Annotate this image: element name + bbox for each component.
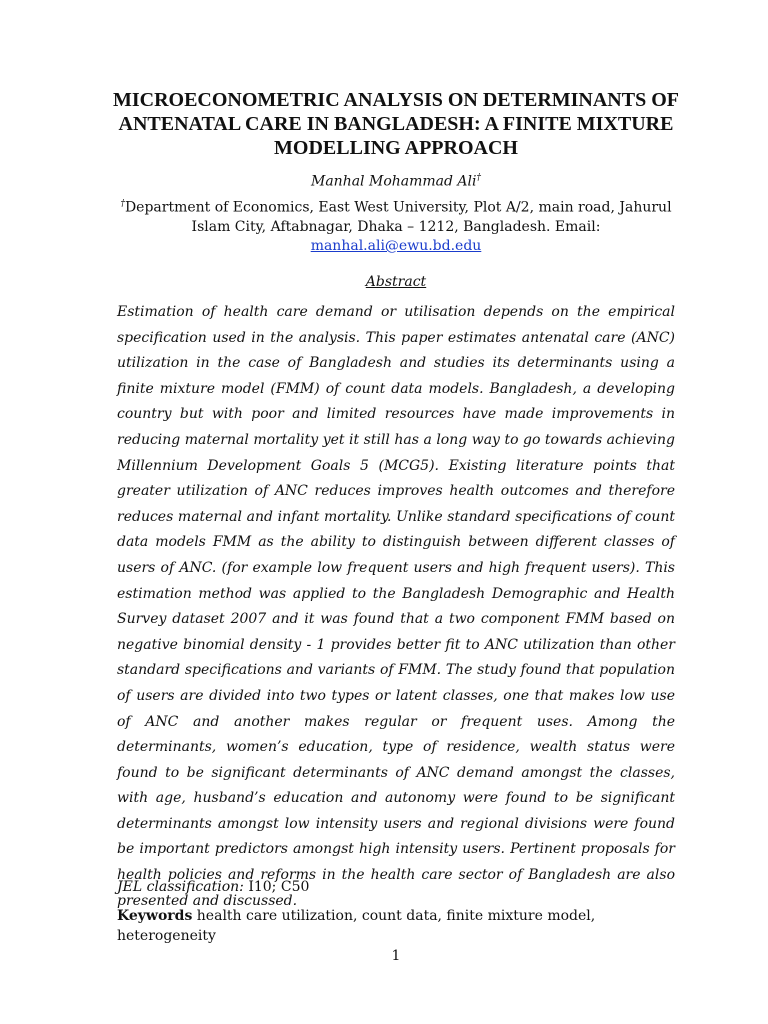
jel-value: I10; C50 — [243, 879, 310, 895]
author-affiliation-marker: † — [476, 173, 481, 183]
abstract-heading: Abstract — [365, 274, 427, 290]
jel-classification — [117, 877, 675, 897]
paper-title: MICROECONOMETRIC ANALYSIS ON DETERMINANTS OF ANTENATAL CARE IN BANGLADESH: A FINITE MIXTURE MODELLING APPROACH — [112, 89, 679, 159]
affiliation-text: Department of Economics, East West University, Plot A/2, main road, Jahurul Islam City, Aftabnagar, Dhaka – 1212, Bangladesh. Email: — [124, 199, 672, 235]
jel-label: JEL classification: — [117, 879, 244, 895]
page-number: 1 — [391, 948, 401, 964]
author-line — [100, 168, 692, 192]
author-name: Manhal Mohammad Ali — [311, 173, 477, 190]
affiliation-marker: † — [120, 199, 125, 209]
author-affiliation — [110, 195, 682, 256]
abstract-body: Estimation of health care demand or utilisation depends on the empirical specification used in the analysis. This paper estimates antenatal care (ANC) utilization in the case of Bangladesh and studies its determinants using a finite mixture model (FMM) of count data models. Bangladesh, a developing country but with poor and limited resources have made improvements in reducing maternal mortality yet it still has a long way to go towards achieving Millennium Development Goals 5 (MCG5). Existing literature points that greater utilization of ANC reduces improves health outcomes and therefore reduces maternal and infant mortality. Unlike standard specifications of count data models FMM as the ability to distinguish between different classes of users of ANC. (for example low frequent users and high frequent users). This estimation method was applied to the Bangladesh Demographic and Health Survey dataset 2007 and it was found that a two component FMM based on negative binomial density - 1 provides better fit to ANC utilization than other standard specifications and variants of FMM. The study found that population of users are divided into two types or latent classes, one that makes low use of ANC and another makes regular or frequent uses. Among the determinants, women’s education, type of residence, wealth status were found to be significant determinants of ANC demand amongst the classes, with age, husband’s education and autonomy were found to be significant determinants amongst low intensity users and regional divisions were found be important predictors amongst high intensity users. Pertinent proposals for health policies and reforms in the health care sector of Bangladesh are also presented and discussed. — [117, 304, 675, 909]
email-link[interactable]: manhal.ali@ewu.bd.edu — [310, 237, 482, 254]
keywords-line — [117, 906, 675, 946]
keywords-label: Keywords — [117, 908, 193, 924]
keywords-value: health care utilization, count data, finite mixture model, heterogeneity — [117, 908, 596, 944]
